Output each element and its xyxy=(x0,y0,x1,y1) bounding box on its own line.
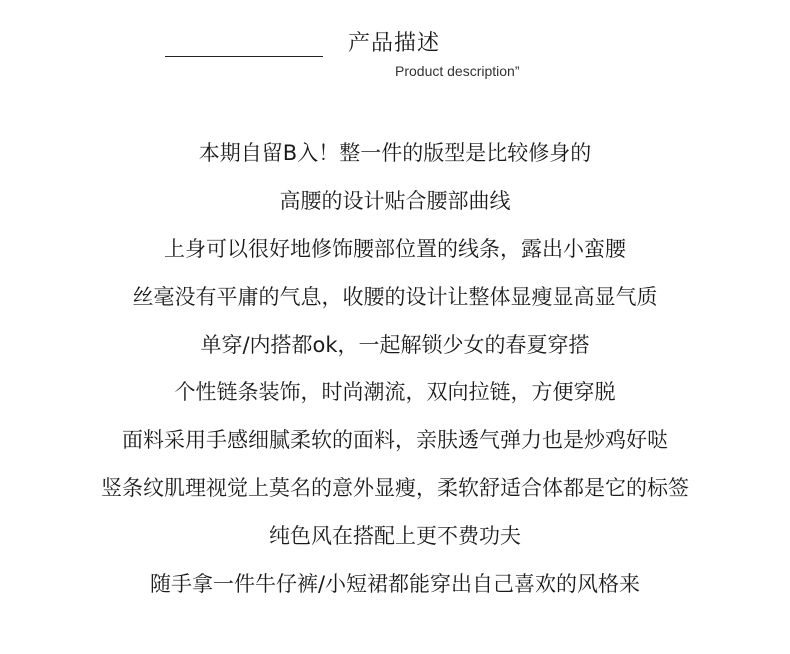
description-line: 高腰的设计贴合腰部曲线 xyxy=(279,188,511,213)
description-line: 个性链条装饰，时尚潮流，双向拉链，方便穿脱 xyxy=(174,380,616,405)
description-line: 竖条纹肌理视觉上莫名的意外显瘦，柔软舒适合体都是它的标签 xyxy=(101,476,689,501)
section-subtitle: Product description” xyxy=(395,63,520,79)
section-title: 产品描述 xyxy=(348,31,441,56)
description-line: 本期自留B入！整一件的版型是比较修身的 xyxy=(198,141,592,165)
description-line: 纯色风在搭配上更不费功夫 xyxy=(269,524,521,549)
description-line: 丝毫没有平庸的气息，收腰的设计让整体显瘦显高显气质 xyxy=(132,284,658,309)
description-line: 单穿/内搭都ok，一起解锁少女的春夏穿搭 xyxy=(200,332,590,357)
product-description-list xyxy=(0,134,790,613)
description-line: 随手拿一件牛仔裤/小短裙都能穿出自己喜欢的风格来 xyxy=(149,572,641,597)
description-line: 面料采用手感细腻柔软的面料，亲肤透气弹力也是炒鸡好哒 xyxy=(122,428,668,453)
description-line: 上身可以很好地修饰腰部位置的线条，露出小蛮腰 xyxy=(164,236,626,261)
header-divider xyxy=(165,56,323,57)
